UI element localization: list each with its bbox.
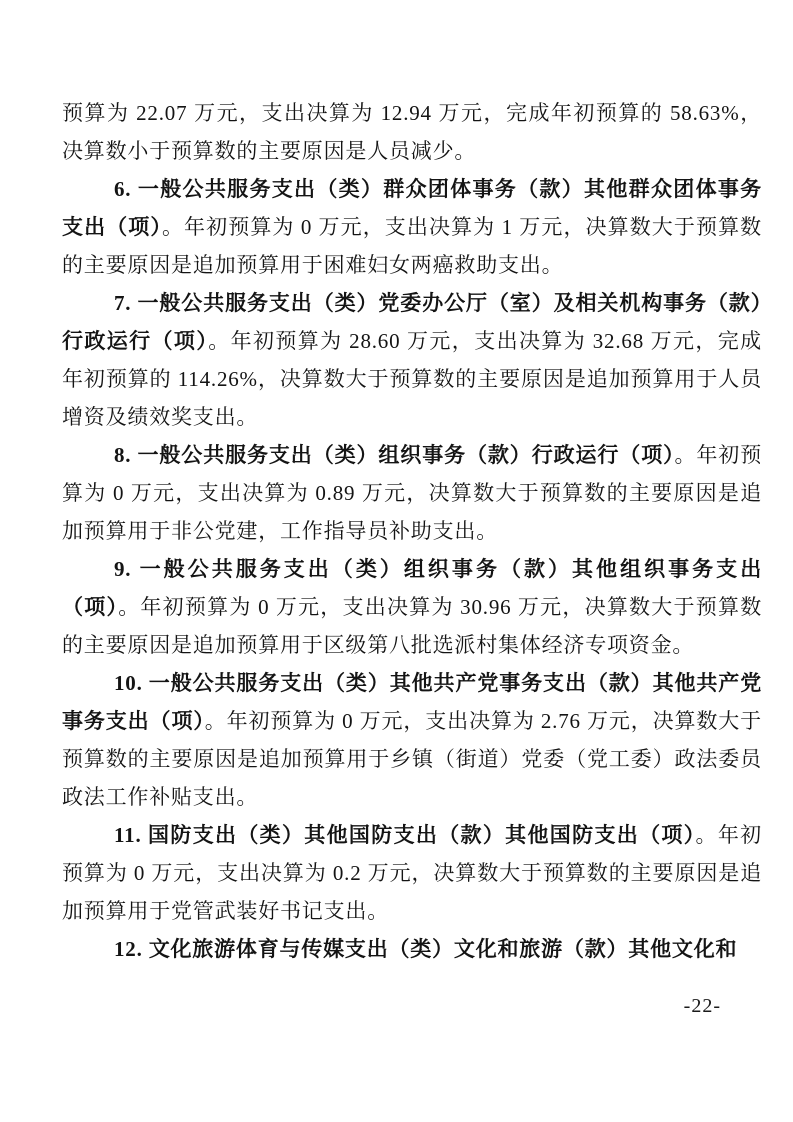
paragraph-8 [62,436,762,550]
paragraph-6-text: 。年初预算为 0 万元，支出决算为 1 万元，决算数大于预算数的主要原因是追加预算用于困难妇女两癌救助支出。 [62,215,762,277]
paragraph-7-heading: 7. 一般公共服务支出（类）党委办公厅（室）及相关机构事务（款）行政运行（项） [62,291,762,353]
paragraph-10 [62,664,762,816]
paragraph-5-continuation [62,94,762,170]
paragraph-11 [62,816,762,930]
page-number: -22- [683,995,721,1017]
paragraph-5-text: 预算为 22.07 万元，支出决算为 12.94 万元，完成年初预算的 58.63%，决算数小于预算数的主要原因是人员减少。 [62,101,762,163]
paragraph-9-heading: 9. 一般公共服务支出（类）组织事务（款）其他组织事务支出（项） [62,557,762,619]
document-body [62,94,762,968]
paragraph-7 [62,284,762,436]
paragraph-10-text: 。年初预算为 0 万元，支出决算为 2.76 万元，决算数大于预算数的主要原因是追加预算用于乡镇（街道）党委（党工委）政法委员政法工作补贴支出。 [62,709,762,809]
paragraph-8-heading: 8. 一般公共服务支出（类）组织事务（款）行政运行（项） [114,443,675,467]
paragraph-12-heading: 12. 文化旅游体育与传媒支出（类）文化和旅游（款）其他文化和 [114,937,738,961]
paragraph-10-heading: 10. 一般公共服务支出（类）其他共产党事务支出（款）其他共产党事务支出（项） [62,671,762,733]
paragraph-6-heading: 6. 一般公共服务支出（类）群众团体事务（款）其他群众团体事务支出（项） [62,177,762,239]
paragraph-11-heading: 11. 国防支出（类）其他国防支出（款）其他国防支出（项） [114,823,696,847]
paragraph-9-text: 。年初预算为 0 万元，支出决算为 30.96 万元，决算数大于预算数的主要原因是追加预算用于区级第八批选派村集体经济专项资金。 [62,595,763,657]
paragraph-12 [62,930,762,968]
paragraph-8-text: 。年初预算为 0 万元，支出决算为 0.89 万元，决算数大于预算数的主要原因是追加预算用于非公党建，工作指导员补助支出。 [62,443,762,543]
paragraph-7-text: 。年初预算为 28.60 万元，支出决算为 32.68 万元，完成年初预算的 114.26%，决算数大于预算数的主要原因是追加预算用于人员增资及绩效奖支出。 [62,329,762,429]
paragraph-6 [62,170,762,284]
paragraph-9 [62,550,762,664]
paragraph-11-text: 。年初预算为 0 万元，支出决算为 0.2 万元，决算数大于预算数的主要原因是追加预算用于党管武装好书记支出。 [62,823,762,923]
